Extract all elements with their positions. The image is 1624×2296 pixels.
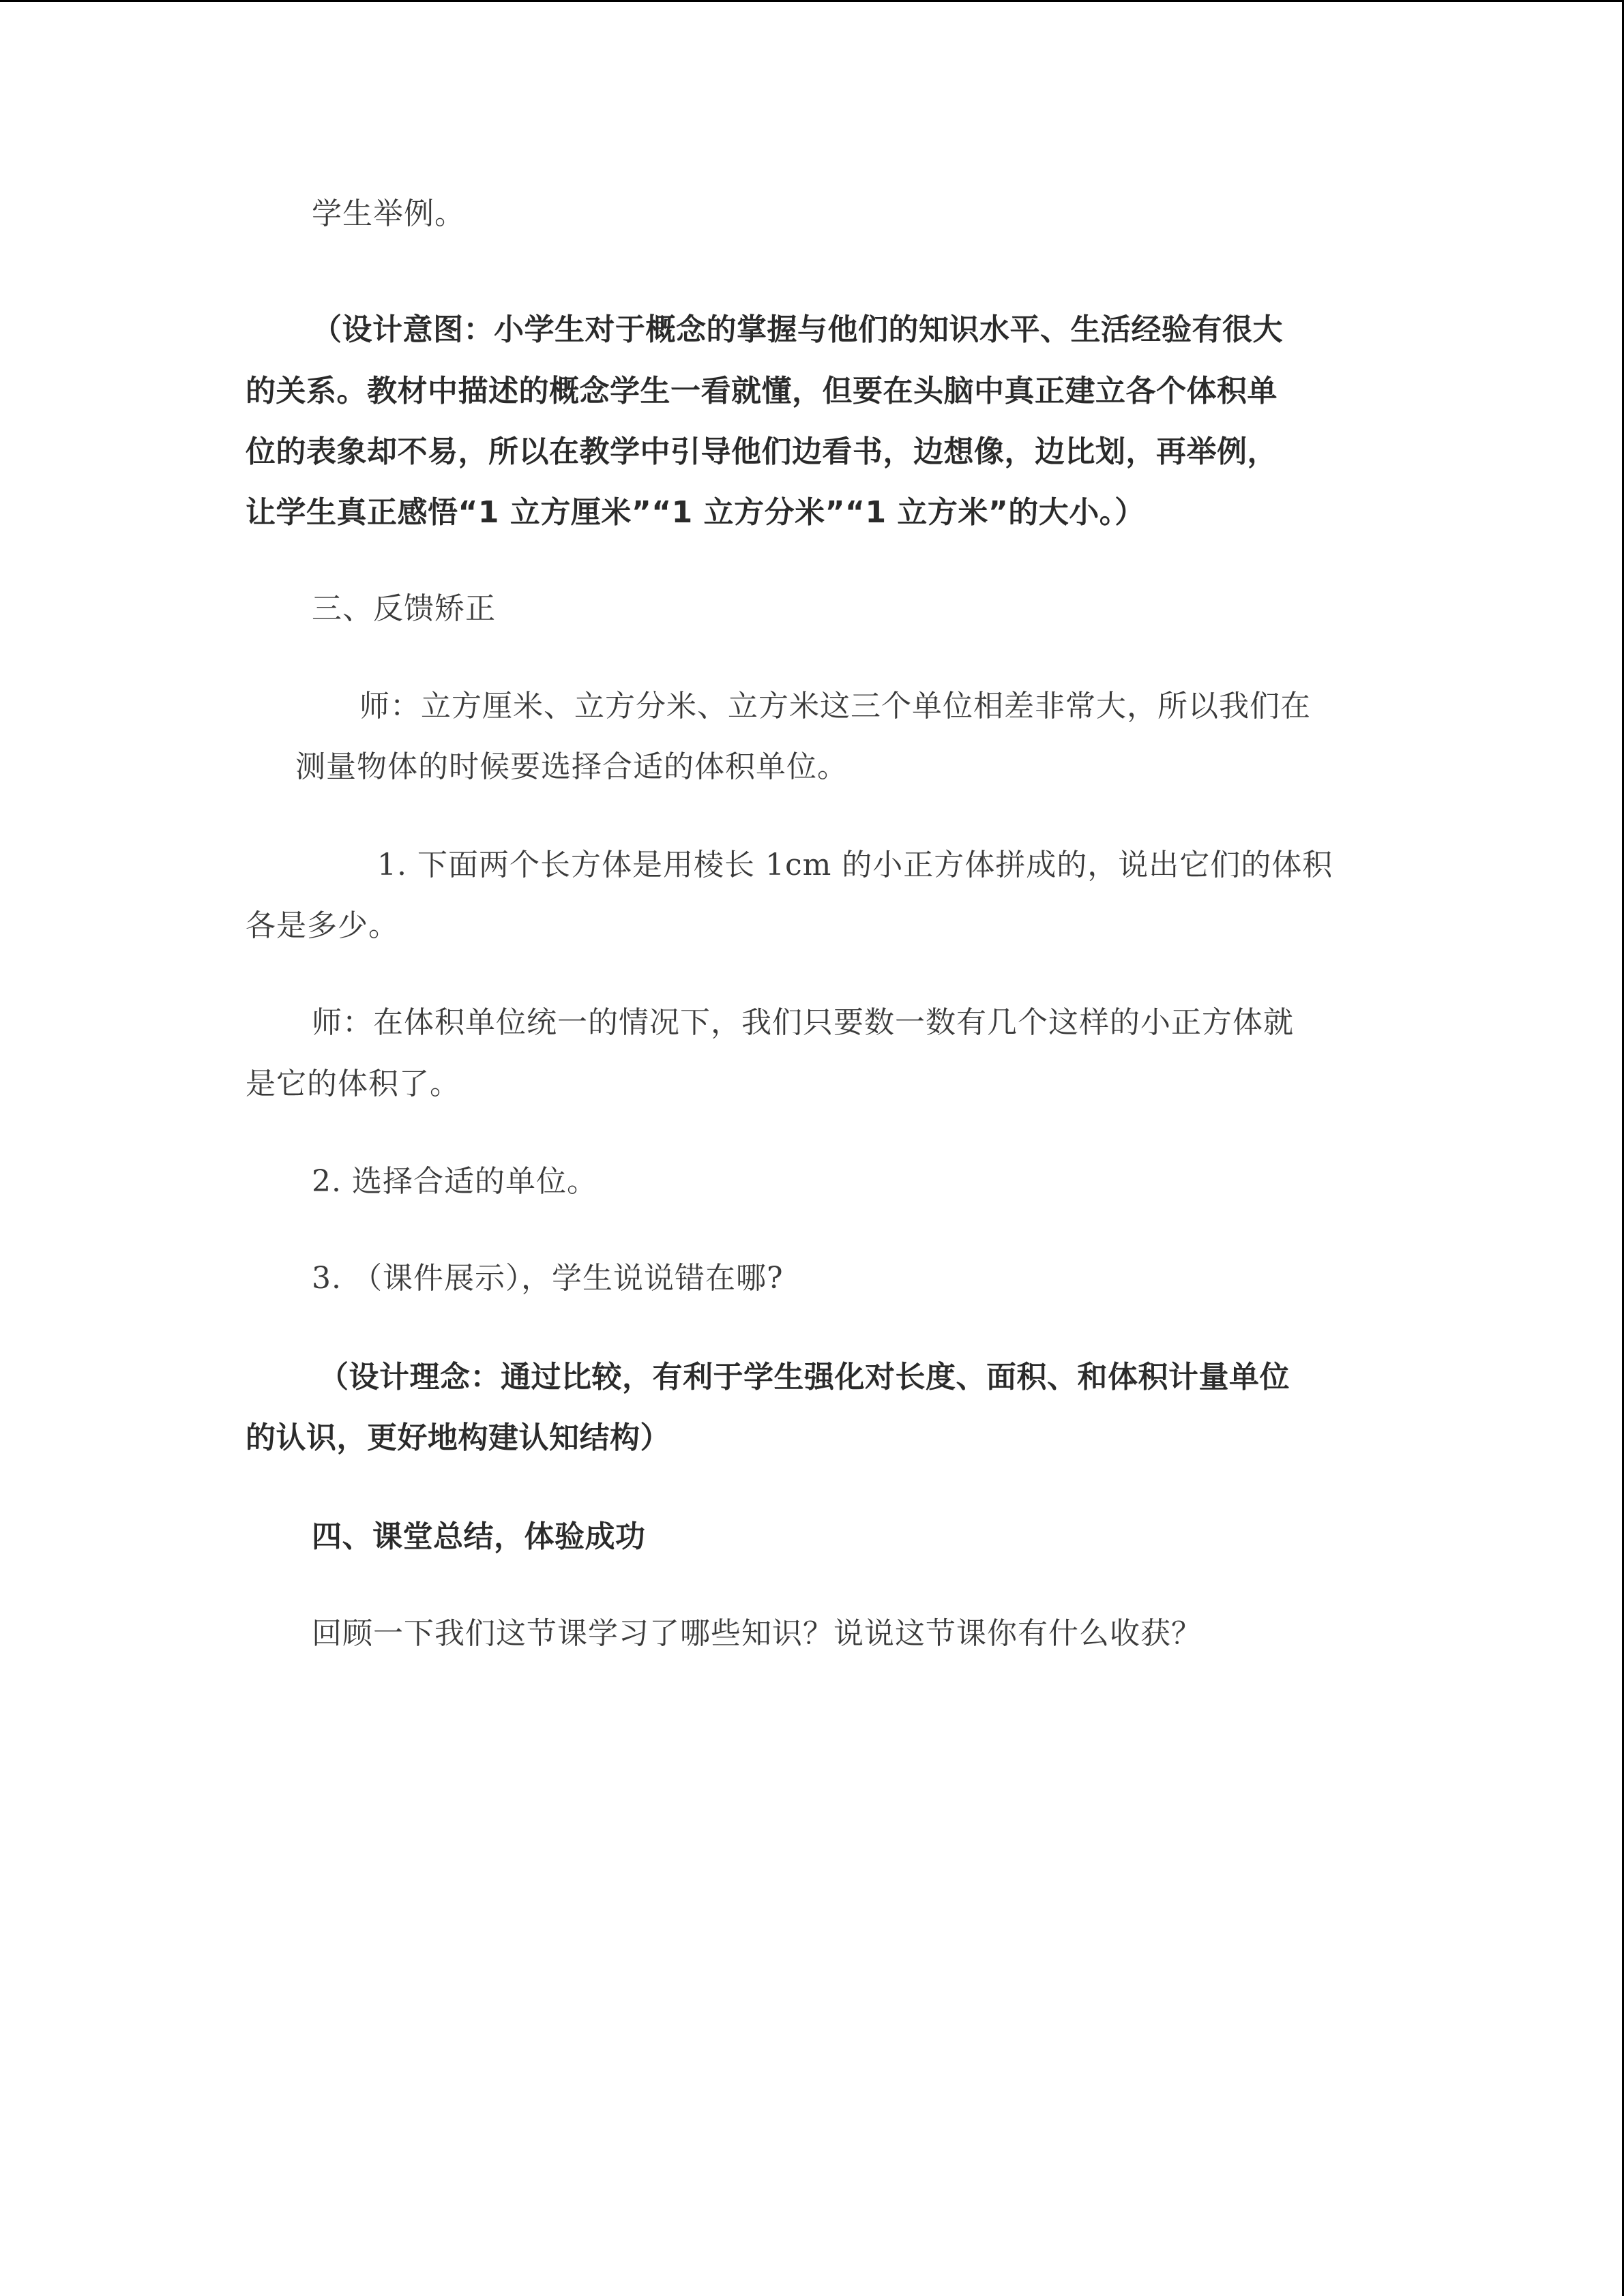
- teacher-note-line-2: 是它的体积了。: [246, 1067, 460, 1101]
- section-heading-summary: 四、课堂总结，体验成功: [312, 1519, 646, 1554]
- page-top-border: [0, 0, 1624, 2]
- design-concept-line-2: 的认识，更好地构建认知结构）: [246, 1420, 670, 1455]
- teacher-line-2: 测量物体的时候要选择合适的体积单位。: [295, 749, 848, 784]
- exercise-3: 3. （课件展示），学生说说错在哪?: [312, 1261, 784, 1296]
- section-heading-feedback: 三、反馈矫正: [312, 591, 496, 626]
- exercise-1-line-2: 各是多少。: [246, 908, 399, 943]
- exercise-1-line-1: 1. 下面两个长方体是用棱长 1cm 的小正方体拼成的，说出它们的体积: [377, 848, 1333, 882]
- design-intent-line-3: 位的表象却不易，所以在教学中引导他们边看书，边想像，边比划，再举例，: [246, 434, 1278, 469]
- design-intent-line-4: 让学生真正感悟“1 立方厘米”“1 立方分米”“1 立方米”的大小。）: [246, 495, 1145, 530]
- text-line-student-examples: 学生举例。: [312, 196, 465, 231]
- design-concept-line-1: （设计理念：通过比较，有利于学生强化对长度、面积、和体积计量单位: [319, 1360, 1290, 1395]
- exercise-2: 2. 选择合适的单位。: [312, 1164, 597, 1199]
- review-question: 回顾一下我们这节课学习了哪些知识？说说这节课你有什么收获？: [312, 1616, 1202, 1651]
- design-intent-line-1: （设计意图：小学生对于概念的掌握与他们的知识水平、生活经验有很大: [312, 312, 1283, 347]
- teacher-note-line-1: 师：在体积单位统一的情况下，我们只要数一数有几个这样的小正方体就: [312, 1005, 1294, 1040]
- teacher-line-1: 师：立方厘米、立方分米、立方米这三个单位相差非常大，所以我们在: [359, 689, 1311, 724]
- design-intent-line-2: 的关系。教材中描述的概念学生一看就懂，但要在头脑中真正建立各个体积单: [246, 374, 1278, 408]
